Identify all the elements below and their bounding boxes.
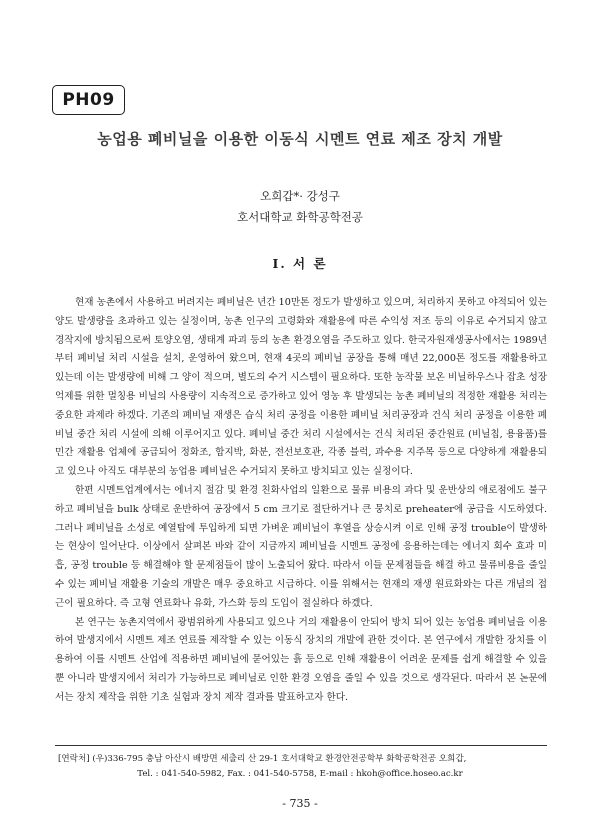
body-text: [55, 294, 547, 708]
section-heading: I. 서 론: [272, 256, 328, 271]
contact-phone-email: Tel. : 041-540-5982, Fax. : 041-540-5758, E-mail : hkoh@office.hoseo.ac.kr: [137, 769, 463, 779]
author-list: 오희갑*· 강성구: [260, 189, 340, 203]
page-number: - 735 -: [282, 797, 318, 810]
paper-title: 농업용 폐비닐을 이용한 이동식 시멘트 연료 제조 장치 개발: [97, 130, 503, 148]
paragraph: 본 연구는 농촌지역에서 광범위하게 사용되고 있으나 거의 재활용이 안되어 방치 되어 있는 농업용 폐비닐을 이용하여 발생지에서 시멘트 제조 연료를 제작할 수 있는 이동식 장치의 개발에 관한 것이다. 본 연구에서 개발한 장치를 이용하여 이를 시멘트 산업에 적용하면 폐비닐에 묻어있는 흙 등으로 인해 재활용이 어려운 문제를 쉽게 해결할 수 있을 뿐 아니라 발생지에서 처리가 가능하므로 폐비닐로 인한 환경 오염을 줄일 수 있을 것으로 생각된다. 따라서 본 논문에서는 장치 제작을 위한 기초 실험과 장치 제작 결과를 발표하고자 한다.: [55, 616, 547, 703]
paragraph: 한편 시멘트업계에서는 에너지 절감 및 환경 친화사업의 일환으로 물류 비용의 과다 및 운반상의 애로점에도 불구하고 폐비닐을 bulk 상태로 운반하여 공장에서 5 cm 크기로 절단하거나 큰 뭉치로 preheater에 공급을 시도하였다. 그러나 폐비닐을 소성로 예열탑에 투입하게 되면 가벼운 폐비닐이 후열을 상승시켜 이로 인해 공정 trouble이 발생하는 현상이 일어난다. 이상에서 살펴본 바와 같이 지금까지 폐비닐을 시멘트 공정에 응용하는데는 에너지 회수 효과 미흡, 공정 trouble 등 해결해야 할 문제점들이 많이 노출되어 왔다. 따라서 이들 문제점들을 해결 하고 물류비용을 줄일 수 있는 폐비닐 재활용 기술의 개발은 매우 중요하고 시급하다. 이를 위해서는 현재의 재생 원료화와는 다른 개념의 접근이 필요하다. 즉 고형 연료화나 유화, 가스화 등의 도입이 절실하다 하겠다.: [55, 484, 547, 609]
affiliation: 호서대학교 화학공학전공: [237, 210, 363, 224]
contact-address: [연락처] (우)336-795 충남 아산시 배방면 세출리 산 29-1 호서대학교 환경안전공학부 화학공학전공 오희갑,: [58, 754, 467, 764]
session-code-badge: PH09: [52, 85, 125, 115]
footnote-separator: [55, 745, 547, 746]
paragraph: 현재 농촌에서 사용하고 버려지는 폐비닐은 년간 10만톤 정도가 발생하고 있으며, 처리하지 못하고 야적되어 있는 양도 발생량을 초과하고 있는 실정이며, 농촌 인구의 고령화와 재활용에 따른 수익성 저조 등의 이유로 수거되지 않고 경작지에 방치됨으로써 토양오염, 생태계 파괴 등의 농촌 환경오염을 주도하고 있다. 한국자원재생공사에서는 1989년부터 폐비닐 처리 시설을 설치, 운영하여 왔으며, 현재 4곳의 폐비닐 공장을 통해 매년 22,000톤 정도를 재활용하고 있는데 이는 발생량에 비해 그 양이 적으며, 별도의 수거 시스템이 필요하다. 또한 농작물 보온 비닐하우스나 잡초 성장 억제를 위한 멀칭용 비닐의 사용량이 지속적으로 증가하고 있어 영농 후 발생되는 농촌 폐비닐의 적정한 재활용 처리는 중요한 과제라 하겠다. 기존의 폐비닐 재생은 습식 처리 공정을 이용한 폐비닐 처리공장과 건식 처리 공정을 이용한 폐비닐 중간 처리 시설에 의해 이루어지고 있다. 폐비닐 중간 처리 시설에서는 건식 처리된 중간원료 (비닐칩, 용융품)를 민간 재활용 업체에 공급되어 정화조, 합지박, 화분, 전선보호관, 각종 블럭, 과수용 지주목 등으로 다양하게 재활용되고 있으나 아직도 대부분의 농업용 폐비닐은 수거되지 못하고 방치되고 있는 실정이다.: [55, 297, 547, 478]
